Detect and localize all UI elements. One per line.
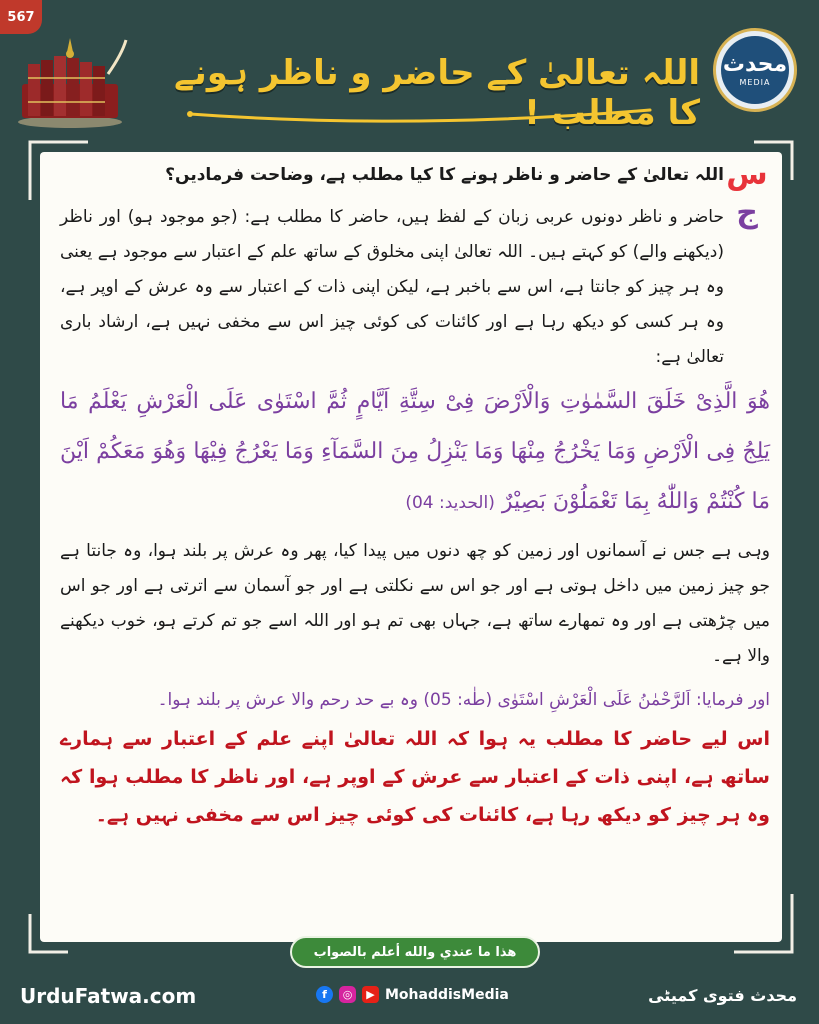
second-verse: اور فرمایا: اَلرَّحْمٰنُ عَلَی الْعَرْشِ اسْتَوٰی (طٰه: 05) وہ بے حد رحم والا عرش پر بلند ہوا۔	[157, 690, 770, 710]
page-title: اللہ تعالیٰ کے حاضر و ناظر ہونے کا مطلب !	[174, 52, 700, 133]
verse-text: هُوَ الَّذِیْ خَلَقَ السَّمٰوٰتِ وَالْاَرْضَ فِیْ سِتَّةِ اَیَّامٍ ثُمَّ اسْتَوٰی عَلَی الْعَرْشِ یَعْلَمُ مَا یَلِجُ فِی الْاَرْضِ وَمَا یَخْرُجُ مِنْهَا وَمَا یَنْزِلُ مِنَ السَّمَآءِ وَمَا یَعْرُجُ فِیْهَا وَهُوَ مَعَكُمْ اَیْنَ مَا كُنْتُمْ وَاللّٰهُ بِمَا تَعْمَلُوْنَ بَصِیْرٌ	[60, 389, 770, 514]
committee-name: محدث فتوی کمیٹی	[648, 986, 797, 1005]
fatwa-content	[60, 157, 770, 834]
conclusion-text: اس لیے حاضر کا مطلب یہ ہوا کہ اللہ تعالیٰ اپنے علم کے اعتبار سے ہمارے ساتھ ہے، اپنی ذات کے اعتبار سے عرش کے اوپر ہے، اور ناظر کا مطلب ہوا کہ وہ ہر چیز کو دیکھ رہا ہے، کائنات کی کوئی چیز اس سے مخفی نہیں ہے۔	[60, 728, 770, 826]
page-number-tab	[0, 0, 42, 34]
answer-badge: ج	[736, 195, 758, 230]
question-text: اللہ تعالیٰ کے حاضر و ناظر ہونے کا کیا مطلب ہے، وضاحت فرمادیں؟	[165, 165, 724, 185]
facebook-icon[interactable]: f	[316, 986, 333, 1003]
youtube-icon[interactable]: ▶	[362, 986, 379, 1003]
page-number: 567	[7, 9, 35, 25]
website-link[interactable]: UrduFatwa.com	[20, 984, 197, 1008]
answer-text: حاضر و ناظر دونوں عربی زبان کے لفظ ہیں، حاضر کا مطلب ہے: (جو موجود ہو) اور ناظر (دیکھنے والے) کو کہتے ہیں۔ اللہ تعالیٰ اپنی مخلوق کے ساتھ علم کے اعتبار سے موجود ہے یعنی وہ ہر چیز کو جانتا ہے، اس سے باخبر ہے، لیکن اپنی ذات کے اعتبار سے وہ عرش کے اوپر ہے، وہ ہر کسی کو دیکھ رہا ہے اور کائنات کی کوئی چیز اس سے مخفی نہیں ہے، ارشاد باری تعالیٰ ہے:	[60, 207, 724, 367]
answer-row	[60, 195, 770, 375]
social-links	[316, 986, 509, 1003]
verse-translation: وہی ہے جس نے آسمانوں اور زمین کو چھ دنوں میں پیدا کیا، پھر وہ عرش پر بلند ہوا، وہ جانتا ہے جو چیز زمین میں داخل ہوتی ہے اور جو اس سے نکلتی ہے اور جو آسمان سے اترتی ہے اور جو اس میں چڑھتی ہے اور وہ تمھارے ساتھ ہے، جہاں بھی تم ہو اور اللہ اسے جو تم کرتے ہو، خوب دیکھنے والا ہے۔	[60, 541, 770, 666]
social-handle[interactable]: MohaddisMedia	[385, 986, 509, 1003]
question-badge: س	[726, 157, 768, 192]
verse-reference: (الحدید: 04)	[405, 493, 495, 513]
instagram-icon[interactable]: ◎	[339, 986, 356, 1003]
question-row	[60, 157, 770, 192]
logo-sub: MEDIA	[739, 77, 771, 87]
books-illustration	[10, 34, 130, 130]
signoff-text: هذا ما عندي والله أعلم بالصواب	[313, 944, 517, 960]
signoff-pill	[290, 936, 540, 968]
footer	[0, 974, 819, 1024]
mohaddis-media-logo	[713, 28, 797, 112]
title-underline-swirl	[130, 100, 690, 130]
quran-verse	[60, 377, 770, 528]
logo-word: محدث	[722, 51, 788, 77]
